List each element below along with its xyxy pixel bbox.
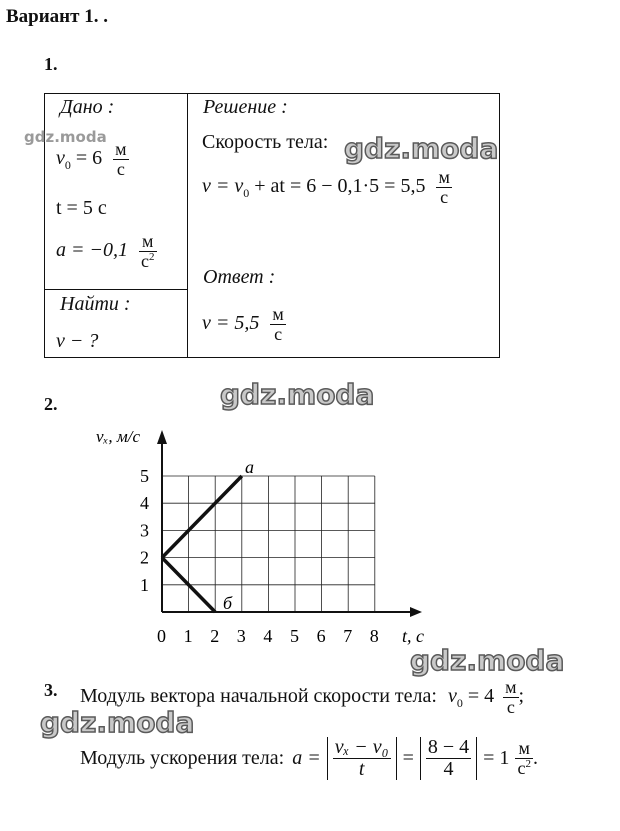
x-tick-label: 8 <box>369 626 379 646</box>
watermark: gdz.moda <box>410 644 565 677</box>
watermark: gdz.moda <box>220 378 375 411</box>
y-tick-label: 3 <box>140 520 149 541</box>
y-tick-label: 4 <box>140 493 149 514</box>
solution-header: Решение : <box>203 96 288 118</box>
x-tick-label: 6 <box>316 626 326 646</box>
task3-line1: Модуль вектора начальной скорости тела: $v_0 = 4$ $\frac{м}{с}$ ; <box>80 677 525 717</box>
chart-ticks <box>140 466 379 646</box>
chart-series <box>162 476 242 612</box>
x-tick-label: 3 <box>236 626 246 646</box>
task3-number: 3. <box>44 680 58 700</box>
x-tick-label: 2 <box>210 626 220 646</box>
y-tick-label: 5 <box>140 466 149 486</box>
y-axis-arrow <box>157 430 167 444</box>
abs-value-2: $\frac{8 - 4}{4}$ <box>420 737 477 780</box>
variant-title: Вариант 1. . <box>6 6 108 27</box>
watermark: gdz.moda <box>24 128 107 146</box>
table-divider-horizontal <box>45 289 187 290</box>
solution-formula: $v = v_0$ + at = 6 − 0,1·5 = 5,5 $\frac{м}{с}$ <box>202 167 450 207</box>
line-b-label: б <box>223 593 233 613</box>
watermark: gdz.moda <box>40 706 195 739</box>
x-axis-label: t, с <box>402 626 424 646</box>
x-tick-label: 4 <box>263 626 273 646</box>
answer-header: Ответ : <box>203 266 276 288</box>
y-tick-label: 1 <box>140 574 149 595</box>
x-tick-label: 7 <box>343 626 353 646</box>
task2-number: 2. <box>44 394 58 414</box>
find-header: Найти : <box>60 293 131 315</box>
series-line-a <box>162 476 242 558</box>
x-tick-label: 1 <box>183 626 193 646</box>
task1-number: 1. <box>44 54 58 74</box>
task3-line2: Модуль ускорения тела: a = $\frac{\text{vₓ − v₀}}{t}$ = $\frac{8 - 4}{4}$ = 1 $\frac{м}{с^2}$ . <box>80 735 538 780</box>
x-tick-label: 0 <box>157 626 166 646</box>
y-axis-label: vₓ, м/с <box>96 427 140 446</box>
answer-value: v = 5,5 $\frac{м}{с}$ <box>202 304 284 344</box>
given-header: Дано : <box>60 96 115 118</box>
line-a-label: а <box>245 457 254 477</box>
velocity-time-chart <box>80 420 440 655</box>
abs-value-1: $\frac{\text{vₓ − v₀}}{t}$ <box>327 737 397 780</box>
y-tick-label: 2 <box>140 547 149 568</box>
given-v0: $v_0 = 6$ $\frac{м}{с}$ <box>56 139 127 179</box>
given-t: t = 5 с <box>56 197 107 219</box>
given-a: a = −0,1 $\frac{м}{с^2}$ <box>56 231 155 271</box>
find-value: v − ? <box>56 330 99 352</box>
x-tick-label: 5 <box>290 626 299 646</box>
table-divider-vertical <box>187 94 188 357</box>
watermark: gdz.moda <box>344 132 499 165</box>
x-axis-arrow <box>410 607 422 617</box>
solution-text: Скорость тела: <box>202 131 329 153</box>
